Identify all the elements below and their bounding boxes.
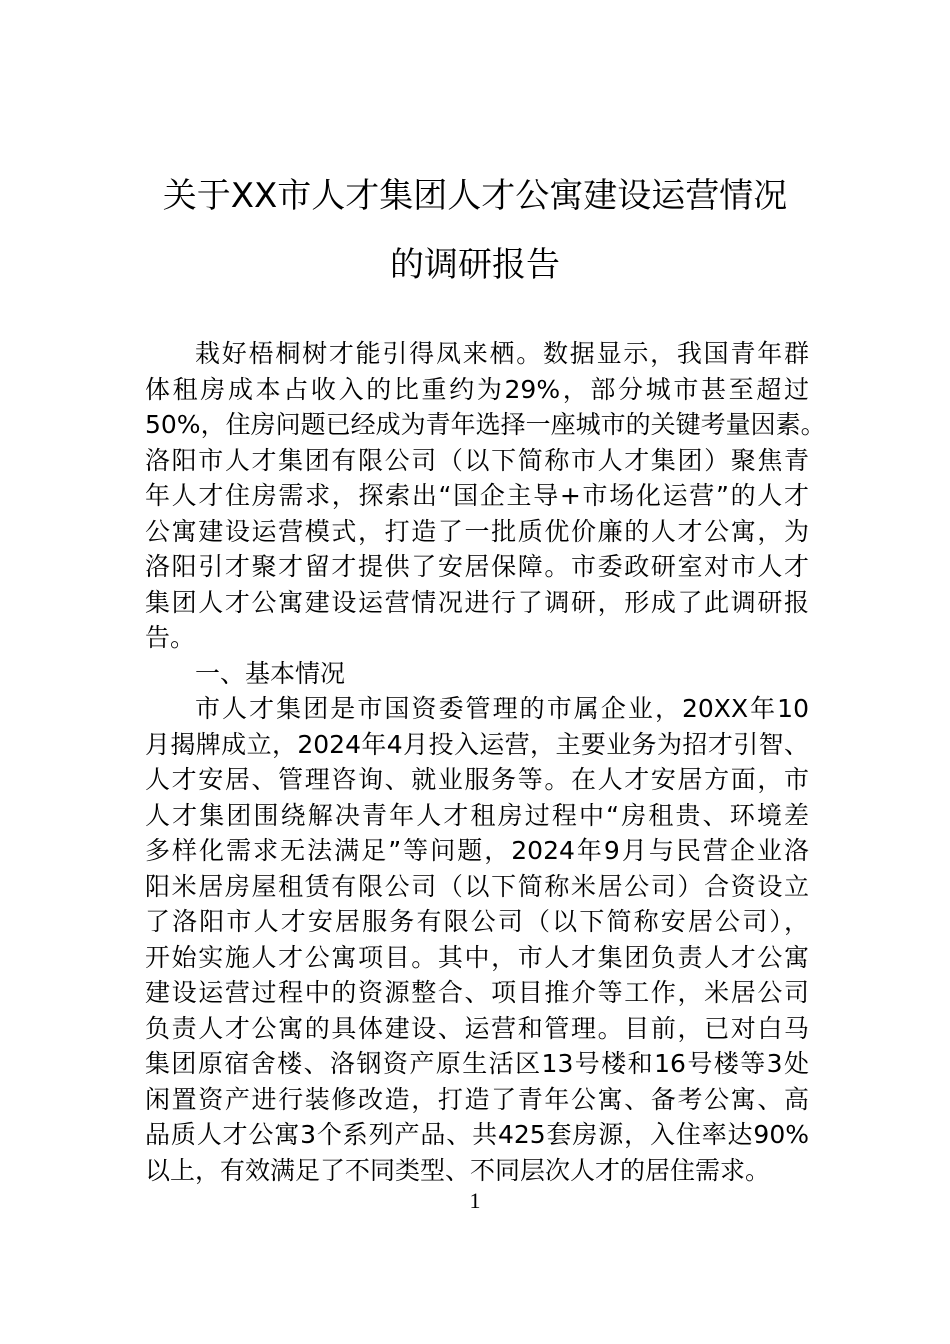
body-line: 阳米居房屋租赁有限公司（以下简称米居公司）合资设立 [145, 871, 809, 901]
body-line: 人才集团围绕解决青年人才租房过程中“房租贵、环境差 [145, 800, 809, 830]
body-line: 告。 [145, 623, 196, 652]
body-line: 集团原宿舍楼、洛钢资产原生活区13号楼和16号楼等3处 [145, 1049, 809, 1078]
body-line: 负责人才公寓的具体建设、运营和管理。目前，已对白马 [145, 1013, 809, 1043]
body-line: 月揭牌成立，2024年4月投入运营，主要业务为招才引智、 [145, 729, 809, 759]
body-line: 50%，住房问题已经成为青年选择一座城市的关键考量因素。 [145, 410, 826, 439]
body-line: 以上，有效满足了不同类型、不同层次人才的居住需求。 [145, 1155, 771, 1185]
body-line: 开始实施人才公寓项目。其中，市人才集团负责人才公寓 [145, 942, 809, 972]
body-line: 栽好梧桐树才能引得凤来栖。数据显示，我国青年群 [195, 339, 809, 368]
body-line: 集团人才公寓建设运营情况进行了调研，形成了此调研报 [145, 587, 809, 617]
body-line: 市人才集团是市国资委管理的市属企业，20XX年10 [195, 694, 809, 723]
body-line: 年人才住房需求，探索出“国企主导+市场化运营”的人才 [145, 481, 809, 510]
document-title-line-1: 关于XX市人才集团人才公寓建设运营情况 [162, 176, 788, 216]
body-line: 人才安居、管理咨询、就业服务等。在人才安居方面，市 [145, 765, 809, 794]
page-number: 1 [469, 1188, 481, 1213]
body-line: 多样化需求无法满足”等问题，2024年9月与民营企业洛 [145, 836, 809, 865]
document-body [145, 336, 826, 1188]
document-title-line-2: 的调研报告 [390, 245, 560, 285]
body-line: 公寓建设运营模式，打造了一批质优价廉的人才公寓，为 [145, 516, 809, 546]
section-heading: 一、基本情况 [195, 658, 346, 688]
body-line: 闲置资产进行装修改造，打造了青年公寓、备考公寓、高 [145, 1084, 809, 1114]
body-line: 建设运营过程中的资源整合、项目推介等工作，米居公司 [145, 978, 809, 1007]
body-line: 洛阳市人才集团有限公司（以下简称市人才集团）聚焦青 [145, 445, 809, 475]
body-line: 了洛阳市人才安居服务有限公司（以下简称安居公司）， [145, 907, 809, 936]
body-line: 洛阳引才聚才留才提供了安居保障。市委政研室对市人才 [145, 552, 809, 581]
body-line: 品质人才公寓3个系列产品、共425套房源，入住率达90% [145, 1120, 809, 1149]
body-line: 体租房成本占收入的比重约为29%，部分城市甚至超过 [145, 374, 809, 404]
